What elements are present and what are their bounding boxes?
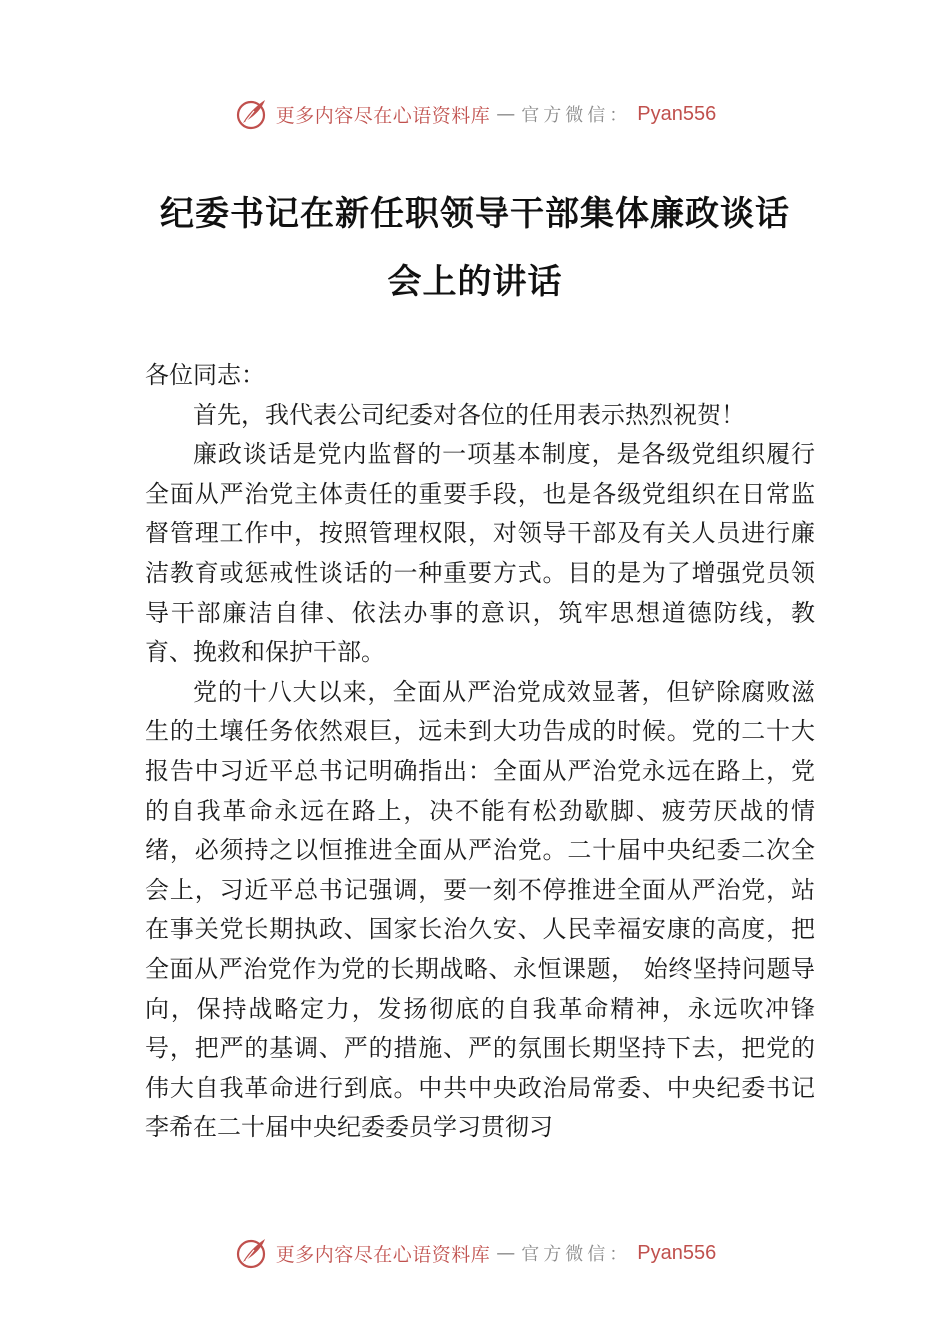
paragraph: 首先，我代表公司纪委对各位的任用表示热烈祝贺！ [193, 400, 745, 429]
document-title-line-1: 纪委书记在新任职领导干部集体廉政谈话 [160, 194, 790, 234]
watermark-separator: — [496, 1242, 516, 1264]
document-body [145, 356, 815, 1148]
watermark-wechat-id: Pyan556 [637, 1241, 717, 1264]
paragraph: 廉政谈话是党内监督的一项基本制度，是各级党组织履行全面从严治党主体责任的重要手段，也是各级党组织在日常监督管理工作中，按照管理权限，对领导干部及有关人员进行廉洁教育或惩戒性谈话的一种重要方式。目的是为了增强党员领导干部廉洁自律、依法办事的意识，筑牢思想道德防线，教育、挽救和保护干部。 [145, 440, 815, 667]
footer-watermark [0, 1233, 950, 1273]
document-title-line-2: 会上的讲话 [387, 262, 563, 302]
pen-feather-logo-icon [234, 96, 270, 132]
watermark-separator: — [496, 103, 516, 125]
salutation: 各位同志： [145, 361, 265, 389]
watermark-brand: 更多内容尽在心语资料库 [275, 1243, 491, 1266]
watermark-wechat-label: 官方微信： [521, 1244, 632, 1265]
watermark-wechat-label: 官方微信： [521, 105, 632, 126]
paragraph: 党的十八大以来，全面从严治党成效显著，但铲除腐败滋生的土壤任务依然艰巨，远未到大功告成的时候。党的二十大报告中习近平总书记明确指出：全面从严治党永远在路上，党的自我革命永远在路上，决不能有松劲歇脚、疲劳厌战的情绪，必须持之以恒推进全面从严治党。二十届中央纪委二次全会上，习近平总书记强调，要一刻不停推进全面从严治党，站在事关党长期执政、国家长治久安、人民幸福安康的高度，把全面从严治党作为党的长期战略、永恒课题， 始终坚持问题导向，保持战略定力，发扬彻底的自我革命精神，永远吹冲锋号，把严的基调、严的措施、严的氛围长期坚持下去，把党的伟大自我革命进行到底。中共中央政治局常委、中央纪委书记李希在二十届中央纪委委员学习贯彻习 [145, 677, 815, 1142]
header-watermark [0, 94, 950, 134]
watermark-wechat-id: Pyan556 [637, 102, 717, 125]
pen-feather-logo-icon [234, 1235, 270, 1271]
watermark-brand: 更多内容尽在心语资料库 [275, 104, 491, 127]
